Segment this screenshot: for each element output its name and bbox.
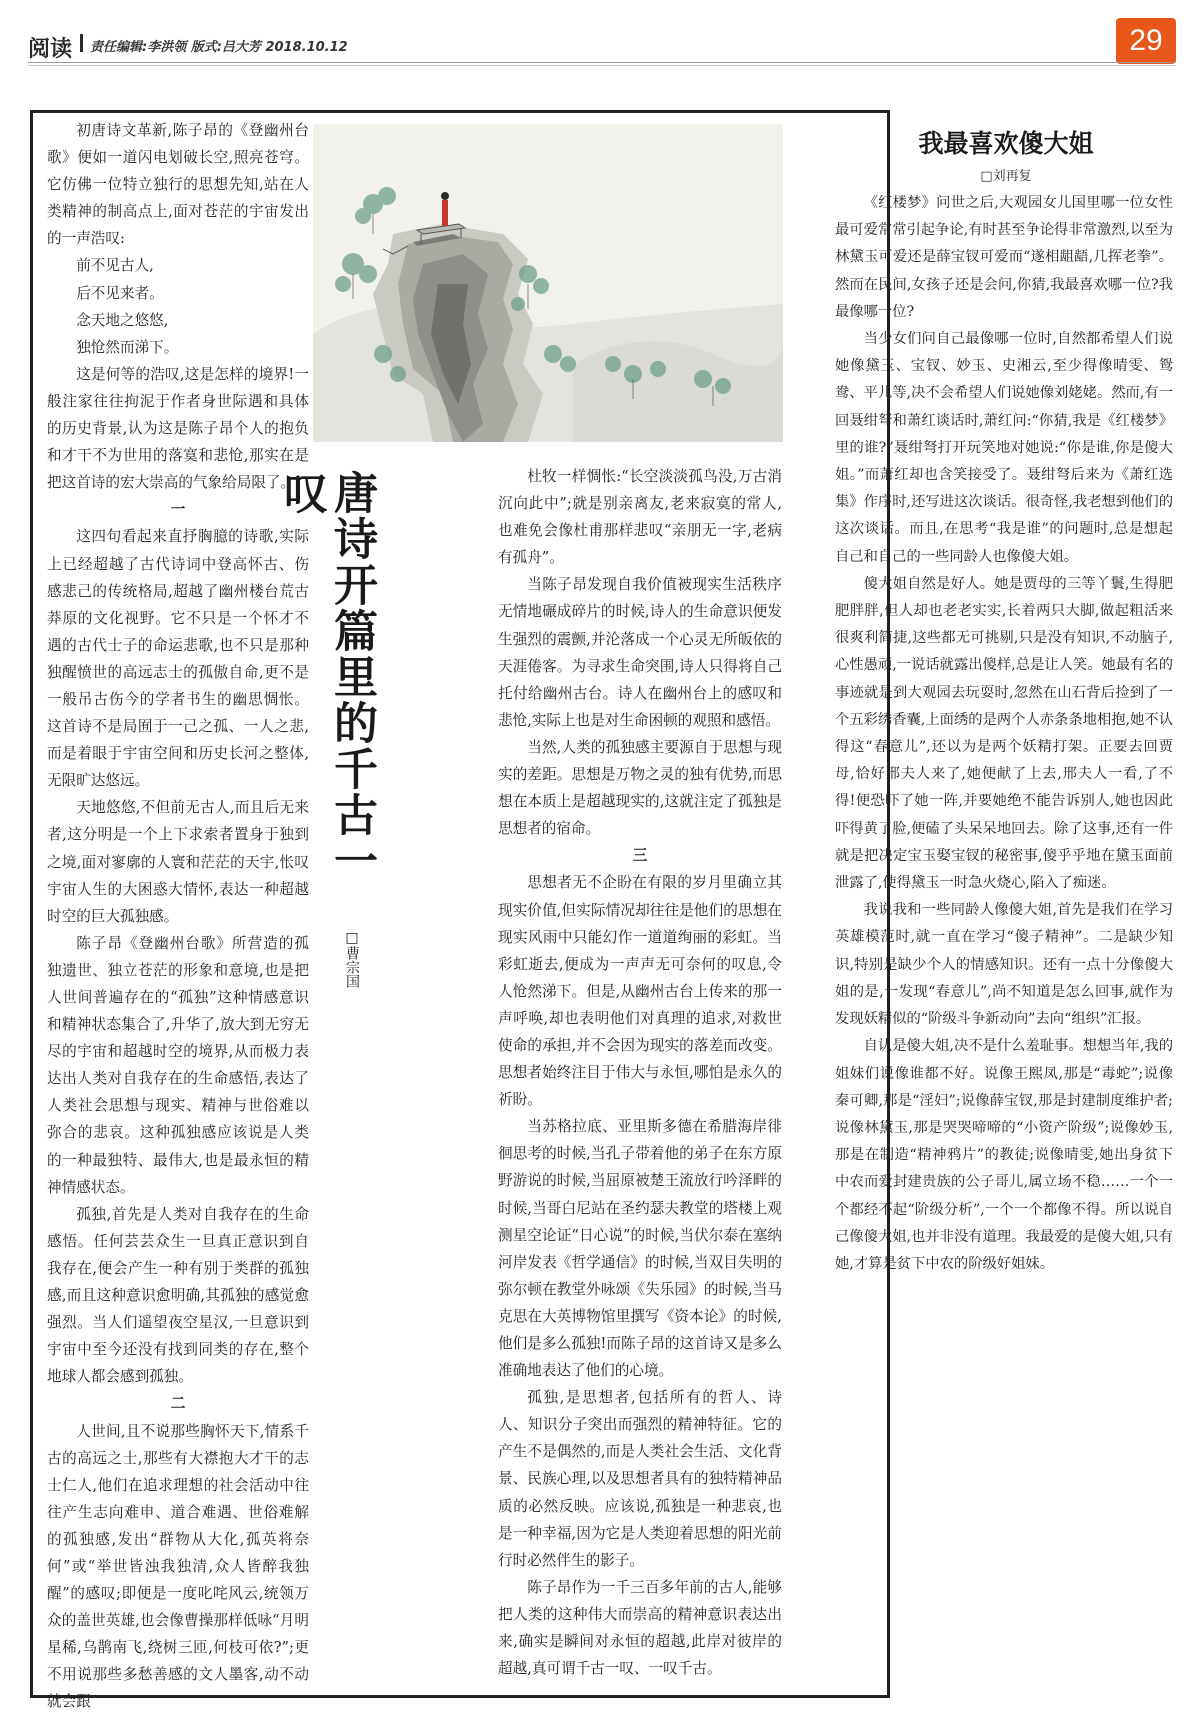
paragraph: 傻大姐自然是好人。她是贾母的三等丫鬟,生得肥肥胖胖,但人却也老老实实,长着两只大脚,做起粗活来很爽利简捷,这些都无可挑剔,只是没有知识,不动脑子,心性愚顽,一说话就露出傻样,总是让人笑。她最有名的事迹就是到大观园去玩耍时,忽然在山石背后捡到了一个五彩绣香囊,上面绣的是两个人赤条条地相抱,她不认得这“春意儿”,还以为是两个妖精打架。正要去回贾母,恰好邢夫人来了,她便献了上去,邢夫人一看,了不得!便恐吓了她一阵,并要她绝不能告诉别人,她也因此吓得黄了脸,便磕了头呆呆地回去。除了这事,还有一件就是把决定宝玉娶宝钗的秘密事,傻乎乎地在黛玉面前泄露了,使得黛玉一时急火烧心,陷入了痴迷。 xyxy=(835,575,1173,892)
paragraph: 孤独,首先是人类对自我存在的生命感悟。任何芸芸众生一旦真正意识到自我存在,便会产生一种有别于类群的孤独感,而且这种意识愈明确,其孤独的感觉愈强烈。当人们遥望夜空星汉,一旦意识到宇宙中至今还没有找到同类的存在,整个地球人都会感到孤独。 xyxy=(47,1205,309,1386)
side-article-body xyxy=(835,190,1173,1690)
page-number-badge: 29 xyxy=(1116,18,1176,64)
landscape-painting-image xyxy=(313,124,783,442)
paragraph: 当然,人类的孤独感主要源自于思想与现实的差距。思想是万物之灵的独有优势,而思想在本质上是超越现实的,这就注定了孤独是思想者的宿命。 xyxy=(498,738,782,838)
paragraph: 杜牧一样惆怅:“长空淡淡孤鸟没,万古消沉向此中”;就是别亲离友,老来寂寞的常人,也难免会像杜甫那样悲叹“亲朋无一字,老病有孤舟”。 xyxy=(498,468,782,567)
header-rule xyxy=(28,62,1176,63)
main-article-title: 唐诗开篇里的千古一叹 xyxy=(276,470,377,884)
landscape-painting-svg xyxy=(313,124,783,442)
paragraph: 陈子昂《登幽州台歌》所营造的孤独遗世、独立苍茫的形象和意境,也是把人世间普遍存在的“孤独”这种情感意识和精神状态集合了,升华了,放大到无穷无尽的宇宙和超越时空的境界,从而极力表达出人类对自我存在的生命感悟,表达了人类社会思想与现实、精神与世俗难以弥合的悲哀。这种孤独感应该说是人类的一种最独特、最伟大,也是最永恒的精神情感状态。 xyxy=(47,934,309,1196)
paragraph: 当苏格拉底、亚里斯多德在希腊海岸徘徊思考的时候,当孔子带着他的弟子在东方原野游说的时候,当屈原被楚王流放行吟泽畔的时候,当哥白尼站在圣约瑟夫教堂的塔楼上观测星空论证“日心说”的时候,当伏尔泰在塞纳河岸发表《哲学通信》的时候,当双目失明的弥尔顿在教堂外咏颂《失乐园》的时候,当马克思在大英博物馆里撰写《资本论》的时候,他们是多么孤独!而陈子昂的这首诗又是多么准确地表达了他们的心境。 xyxy=(498,1118,782,1380)
main-article-column-left xyxy=(47,117,309,1711)
poem-line: 前不见古人, xyxy=(76,257,154,275)
poem-line: 念天地之悠悠, xyxy=(76,311,169,329)
header-separator xyxy=(80,34,83,52)
paragraph: 孤独,是思想者,包括所有的哲人、诗人、知识分子突出而强烈的精神特征。它的产生不是偶然的,而是人类社会生活、文化背景、民族心理,以及思想者具有的独特精神品质的必然反映。应该说,孤独是一种悲哀,也是一种幸福,因为它是人类迎着思想的阳光前行时必然伴生的影子。 xyxy=(498,1389,782,1569)
poem-line: 独怆然而涕下。 xyxy=(76,338,179,356)
header-rule-secondary xyxy=(28,65,1176,66)
paragraph: 这四句看起来直抒胸臆的诗歌,实际上已经超越了古代诗词中登高怀古、伤感悲己的传统格局,超越了幽州楼台荒古莽原的文化视野。它不只是一个怀才不遇的古代士子的命运悲歌,也不只是那种独醒愤世的高远志士的孤傲自命,更不是一般吊古伤今的学者书生的幽思惆怅。这首诗不是局囿于一己之孤、一人之悲,而是着眼于宇宙空间和历史长河之整体,无限旷达悠远。 xyxy=(47,528,309,790)
paragraph: 《红楼梦》问世之后,大观园女儿国里哪一位女性最可爱常常引起争论,有时甚至争论得非常激烈,以至为林黛玉可爱还是薛宝钗可爱而“遂相龃龉,几挥老拳”。然而在民间,女孩子还是会问,你猜,我最喜欢哪一位?我最像哪一位? xyxy=(835,195,1173,320)
paragraph: 这是何等的浩叹,这是怎样的境界!一般注家往往拘泥于作者身世际遇和具体的历史背景,认为这是陈子昂个人的抱负和才干不为世用的落寞和悲怆,那实在是把这首诗的宏大崇高的气象给局限了。 xyxy=(47,365,309,492)
section-number: 二 xyxy=(170,1395,186,1413)
main-article-byline: □曹宗国 xyxy=(344,930,360,988)
paragraph: 当少女们问自己最像哪一位时,自然都希望人们说她像黛玉、宝钗、妙玉、史湘云,至少得像晴雯、鸳鸯、平儿等,决不会希望人们说她像刘姥姥。然而,有一回聂绀弩和萧红谈话时,萧红问:“你猜,我是《红楼梦》里的谁?”聂绀弩打开玩笑地对她说:“你是谁,你是傻大姐。”而萧红却也含笑接受了。聂绀弩后来为《萧红选集》作序时,还写进这次谈话。很奇怪,我老想到他们的这次谈话。而且,在思考“我是谁”的问题时,总是想起自己和自己的一些同龄人也像傻大姐。 xyxy=(835,331,1173,565)
main-article-column-right xyxy=(498,463,782,1683)
paragraph: 天地悠悠,不但前无古人,而且后无来者,这分明是一个上下求索者置身于独到之境,面对寥廓的人寰和茫茫的天宇,怅叹宇宙人生的大困惑大情怀,表达一种超越时空的巨大孤独感。 xyxy=(47,799,309,925)
paragraph: 思想者无不企盼在有限的岁月里确立其现实价值,但实际情况却往往是他们的思想在现实风雨中只能幻作一道道绚丽的彩虹。当彩虹逝去,便成为一声声无可奈何的叹息,令人怆然涕下。但是,从幽州古台上传来的那一声呼唤,却也表明他们对真理的追求,对救世使命的承担,并不会因为现实的落差而改变。思想者始终注目于伟大与永恒,哪怕是永久的祈盼。 xyxy=(498,874,782,1109)
side-article-byline: □刘再复 xyxy=(980,169,1032,184)
paragraph: 自认是傻大姐,决不是什么羞耻事。想想当年,我的姐妹们说像谁都不好。说像王熙凤,那是“毒蛇”;说像秦可卿,那是“淫妇”;说像薛宝钗,那是封建制度维护者;说像林黛玉,那是哭哭啼啼的“小资产阶级”;说像妙玉,那是在制造“精神鸦片”的教徒;说像晴雯,她出身贫下中农而爱封建贵族的公子哥儿,属立场不稳……一个一个都经不起“阶级分析”,一个一个都像不得。所以说自己像傻大姐,也并非没有道理。我最爱的是傻大姐,只有她,才算是贫下中农的阶级好姐妹。 xyxy=(835,1038,1173,1272)
paragraph: 我说我和一些同龄人像傻大姐,首先是我们在学习英雄模范时,就一直在学习“傻子精神”。二是缺少知识,特别是缺少个人的情感知识。还有一点十分像傻大姐的是,一发现“春意儿”,尚不知道是怎么回事,就作为发现妖精似的“阶级斗争新动向”去向“组织”汇报。 xyxy=(835,902,1173,1028)
poem-line: 后不见来者。 xyxy=(76,284,164,302)
paragraph: 陈子昂作为一千三百多年前的古人,能够把人类的这种伟大而崇高的精神意识表达出来,确实是瞬间对永恒的超越,此岸对彼岸的超越,真可谓千古一叹、一叹千古。 xyxy=(498,1578,782,1678)
paragraph: 当陈子昂发现自我价值被现实生活秩序无情地碾成碎片的时候,诗人的生命意识便发生强烈的震颤,并沦落成一个心灵无所皈依的天涯倦客。为寻求生命突围,诗人只得将自己托付给幽州古台。诗人在幽州台上的感叹和悲怆,实际上也是对生命困顿的观照和感悟。 xyxy=(498,576,782,729)
section-number: 一 xyxy=(170,501,186,519)
side-article-title: 我最喜欢傻大姐 xyxy=(918,129,1094,158)
page-header xyxy=(28,18,1176,64)
section-number: 三 xyxy=(632,847,648,865)
paragraph: 人世间,且不说那些胸怀天下,情系千古的高远之士,那些有大襟抱大才干的志士仁人,他们在追求理想的社会活动中往往产生志向难申、道合难遇、世俗难解的孤独感,发出“群物从大化,孤英将奈何”或“举世皆浊我独清,众人皆醉我独醒”的感叹;即便是一度叱咤风云,统领万众的盖世英雄,也会像曹操那样低咏“月明星稀,乌鹊南飞,绕树三匝,何枝可依?”;更不用说那些多愁善感的文人墨客,动不动就会跟 xyxy=(47,1422,309,1711)
paragraph: 初唐诗文革新,陈子昂的《登幽州台歌》便如一道闪电划破长空,照亮苍穹。它仿佛一位特立独行的思想先知,站在人类精神的制高点上,面对苍茫的宇宙发出的一声浩叹: xyxy=(47,122,309,248)
editor-credits: 责任编辑:李洪领 版式:吕大芳 2018.10.12 xyxy=(90,40,348,55)
section-name: 阅读 xyxy=(28,37,73,62)
